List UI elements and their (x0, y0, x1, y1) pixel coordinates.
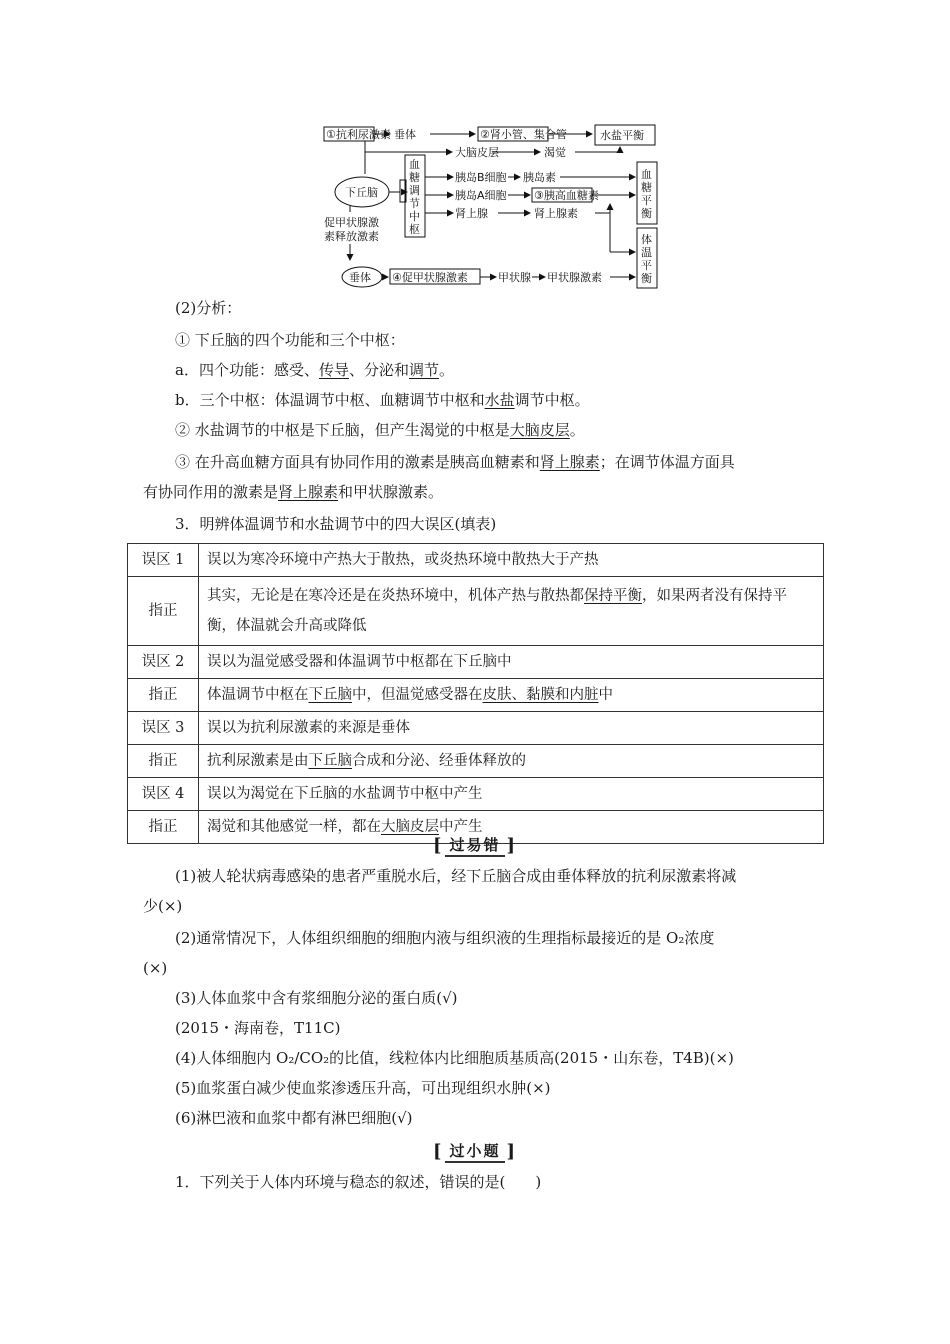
table-row (128, 646, 824, 679)
diagram-label: 胰岛B细胞 (455, 171, 507, 184)
paragraph: a．四个功能：感受、传导、分泌和调节。 (175, 361, 455, 379)
diagram-label: 温 (641, 246, 652, 259)
diagram-label: 平 (641, 259, 652, 272)
diagram-label: ②肾小管、集合管 (480, 128, 567, 141)
diagram-label: 下丘脑 (345, 186, 378, 199)
mistake-item: (2015・海南卷，T11C) (175, 1019, 341, 1037)
section-banner-questions: [ 过小题 ] (432, 1140, 518, 1162)
analysis-heading: (2)分析： (175, 299, 242, 317)
diagram-label: 甲状腺激素 (547, 271, 602, 284)
section-heading: 3．明辨体温调节和水盐调节中的四大误区(填表) (175, 515, 497, 533)
table-cell: 误以为温觉感受器和体温调节中枢都在下丘脑中 (199, 646, 824, 679)
table-cell: 抗利尿激素是由下丘脑合成和分泌、经垂体释放的 (199, 745, 824, 778)
paragraph: ③ 在升高血糖方面具有协同作用的激素是胰高血糖素和肾上腺素；在调节体温方面具 (175, 453, 735, 471)
mistake-item: (5)血浆蛋白减少使血浆渗透压升高，可出现组织水肿(×) (175, 1079, 551, 1097)
diagram-label: 糖 (641, 181, 652, 194)
table-cell: 误以为寒冷环境中产热大于散热，或炎热环境中散热大于产热 (199, 544, 824, 577)
diagram-label: ①抗利尿激素 (326, 128, 391, 141)
paragraph: b．三个中枢：体温调节中枢、血糖调节中枢和水盐调节中枢。 (175, 391, 590, 409)
table-cell: 误区 3 (128, 712, 199, 745)
misconception-table (127, 543, 824, 844)
diagram-label: 素释放激素 (324, 230, 379, 243)
mistake-item: (6)淋巴液和血浆中都有淋巴细胞(√) (175, 1109, 413, 1127)
diagram-label: 血 (641, 168, 652, 181)
paragraph: 有协同作用的激素是肾上腺素和甲状腺激素。 (143, 483, 444, 501)
table-row (128, 577, 824, 646)
table-cell: 误以为渴觉在下丘脑的水盐调节中枢中产生 (199, 778, 824, 811)
diagram-label: 血 (409, 158, 420, 171)
diagram-label: 枢 (409, 223, 420, 236)
diagram-label: ③胰高血糖素 (534, 189, 599, 202)
table-row (128, 778, 824, 811)
diagram-label: 平 (641, 194, 652, 207)
mistake-item: (3)人体血浆中含有浆细胞分泌的蛋白质(√) (175, 989, 458, 1007)
diagram-label: 胰岛A细胞 (455, 189, 507, 202)
diagram-label: 垂体 (394, 128, 416, 141)
table-cell: 误区 1 (128, 544, 199, 577)
table-cell: 体温调节中枢在下丘脑中，但温觉感受器在皮肤、黏膜和内脏中 (199, 679, 824, 712)
table-cell: 指正 (128, 577, 199, 646)
diagram-label: 大脑皮层 (455, 146, 499, 159)
section-banner-mistakes: [ 过易错 ] (432, 834, 518, 856)
mistake-item: (2)通常情况下，人体组织细胞的细胞内液与组织液的生理指标最接近的是 O₂浓度 (175, 929, 715, 947)
diagram-label: 肾上腺素 (534, 207, 578, 220)
table-cell: 其实，无论是在寒冷还是在炎热环境中，机体产热与散热都保持平衡，如果两者没有保持平衡，体温就会升高或降低 (199, 577, 824, 646)
diagram-label: 甲状腺 (498, 271, 531, 284)
diagram-label: ④促甲状腺激素 (392, 271, 468, 284)
mistake-item: 少(×) (143, 897, 183, 915)
diagram-label: 调 (409, 184, 420, 197)
table-row (128, 544, 824, 577)
table-row (128, 712, 824, 745)
table-cell: 指正 (128, 745, 199, 778)
diagram-label: 糖 (409, 171, 420, 184)
diagram-label: 促甲状腺激 (324, 216, 379, 229)
diagram-label: 衡 (641, 207, 652, 220)
diagram-label: 衡 (641, 272, 652, 285)
mistake-item: (×) (143, 959, 168, 977)
diagram-label: 水盐平衡 (600, 129, 644, 142)
paragraph: ② 水盐调节的中枢是下丘脑，但产生渴觉的中枢是大脑皮层。 (175, 421, 585, 439)
diagram-label: 渴觉 (544, 146, 566, 159)
diagram-label: 肾上腺 (455, 207, 488, 220)
table-cell: 指正 (128, 679, 199, 712)
table-row (128, 745, 824, 778)
diagram-label: 节 (409, 197, 420, 210)
question-item: 1．下列关于人体内环境与稳态的叙述，错误的是( ) (175, 1173, 542, 1191)
diagram-label: 中 (409, 210, 420, 223)
table-row (128, 679, 824, 712)
paragraph: ① 下丘脑的四个功能和三个中枢： (175, 331, 405, 349)
diagram-label: 胰岛素 (523, 171, 556, 184)
table-cell: 误区 2 (128, 646, 199, 679)
diagram-label: 体 (641, 233, 652, 246)
mistake-item: (1)被人轮状病毒感染的患者严重脱水后，经下丘脑合成由垂体释放的抗利尿激素将减 (175, 867, 737, 885)
table-cell: 渴觉和其他感觉一样，都在大脑皮层中产生 (199, 811, 824, 844)
mistake-item: (4)人体细胞内 O₂/CO₂的比值，线粒体内比细胞质基质高(2015・山东卷，T4B)(×) (175, 1049, 734, 1067)
table-cell: 指正 (128, 811, 199, 844)
hypothalamus-diagram (320, 122, 660, 292)
table-cell: 误以为抗利尿激素的来源是垂体 (199, 712, 824, 745)
diagram-label: 垂体 (349, 271, 371, 284)
table-cell: 误区 4 (128, 778, 199, 811)
